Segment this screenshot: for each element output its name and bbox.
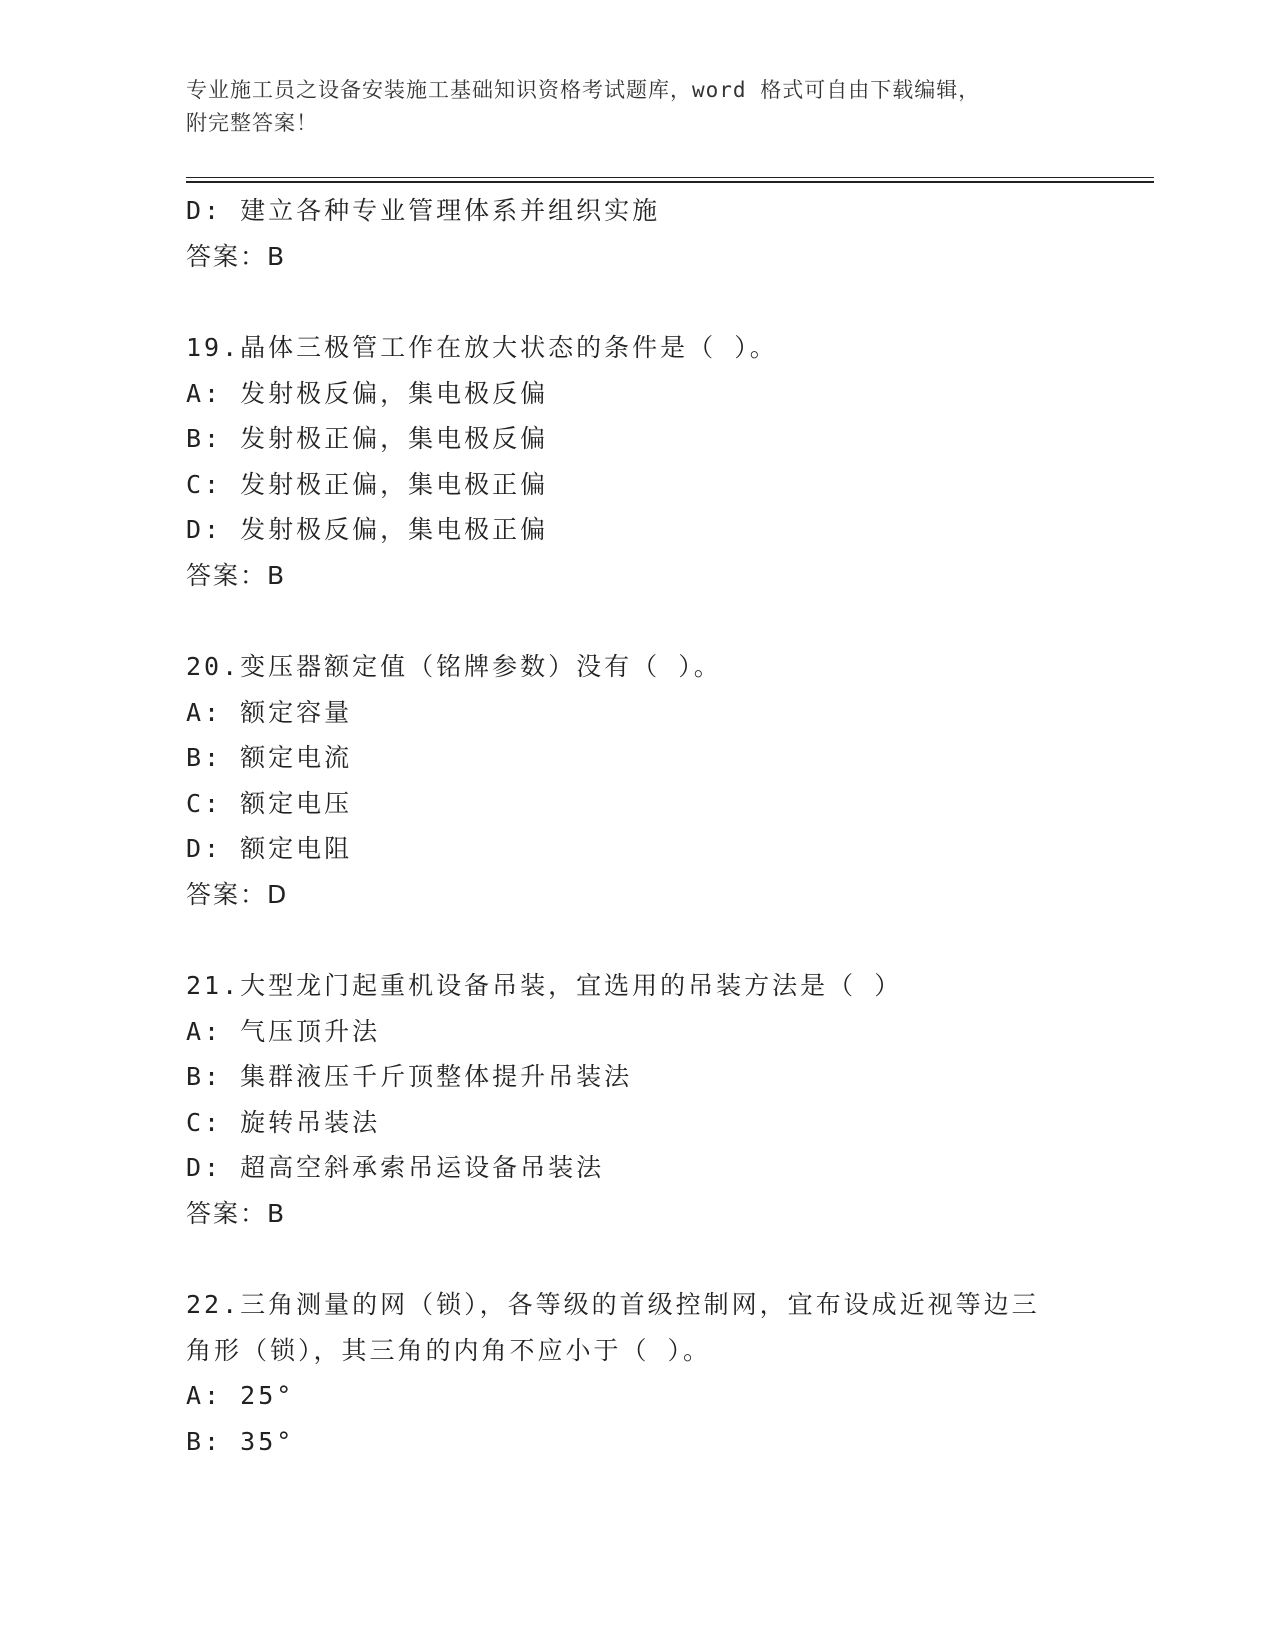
answer-line: 答案：B (186, 560, 287, 590)
option-c: C: 额定电压 (186, 788, 353, 818)
option-d: D: 建立各种专业管理体系并组织实施 (186, 196, 661, 225)
option-a: A: 发射极反偏，集电极反偏 (186, 378, 549, 408)
question-stem: 20.变压器额定值（铭牌参数）没有（ ）。 (186, 652, 722, 681)
option-a: A: 额定容量 (186, 697, 353, 727)
option-c: C: 发射极正偏，集电极正偏 (186, 469, 549, 499)
header-line-1: 专业施工员之设备安装施工基础知识资格考试题库，word 格式可自由下载编辑， (186, 78, 981, 102)
option-b: B: 发射极正偏，集电极反偏 (186, 424, 549, 453)
option-d: D: 额定电阻 (186, 834, 353, 863)
option-b: B: 35° (186, 1426, 295, 1456)
header-divider-thick (186, 181, 1154, 183)
question-stem-line-1: 22.三角测量的网（锁），各等级的首级控制网，宜布设成近视等边三 (186, 1290, 1040, 1319)
header-line-2: 附完整答案！ (186, 111, 318, 135)
option-c: C: 旋转吊装法 (186, 1107, 381, 1137)
question-list (186, 188, 1146, 1464)
question-stem: 19.晶体三极管工作在放大状态的条件是（ ）。 (186, 333, 778, 362)
option-d: D: 发射极反偏，集电极正偏 (186, 515, 549, 544)
option-b: B: 集群液压千斤顶整体提升吊装法 (186, 1062, 633, 1091)
answer-line: 答案：D (186, 879, 289, 909)
header-divider-thin (186, 177, 1154, 178)
answer-line: 答案：B (186, 241, 287, 271)
question-stem: 21.大型龙门起重机设备吊装，宜选用的吊装方法是（ ） (186, 971, 903, 1000)
option-b: B: 额定电流 (186, 743, 353, 772)
option-a: A: 25° (186, 1381, 295, 1410)
option-a: A: 气压顶升法 (186, 1016, 381, 1046)
document-header (186, 74, 1086, 140)
question-stem-line-2: 角形（锁），其三角的内角不应小于（ ）。 (186, 1335, 712, 1365)
answer-line: 答案：B (186, 1198, 287, 1228)
option-d: D: 超高空斜承索吊运设备吊装法 (186, 1153, 605, 1182)
